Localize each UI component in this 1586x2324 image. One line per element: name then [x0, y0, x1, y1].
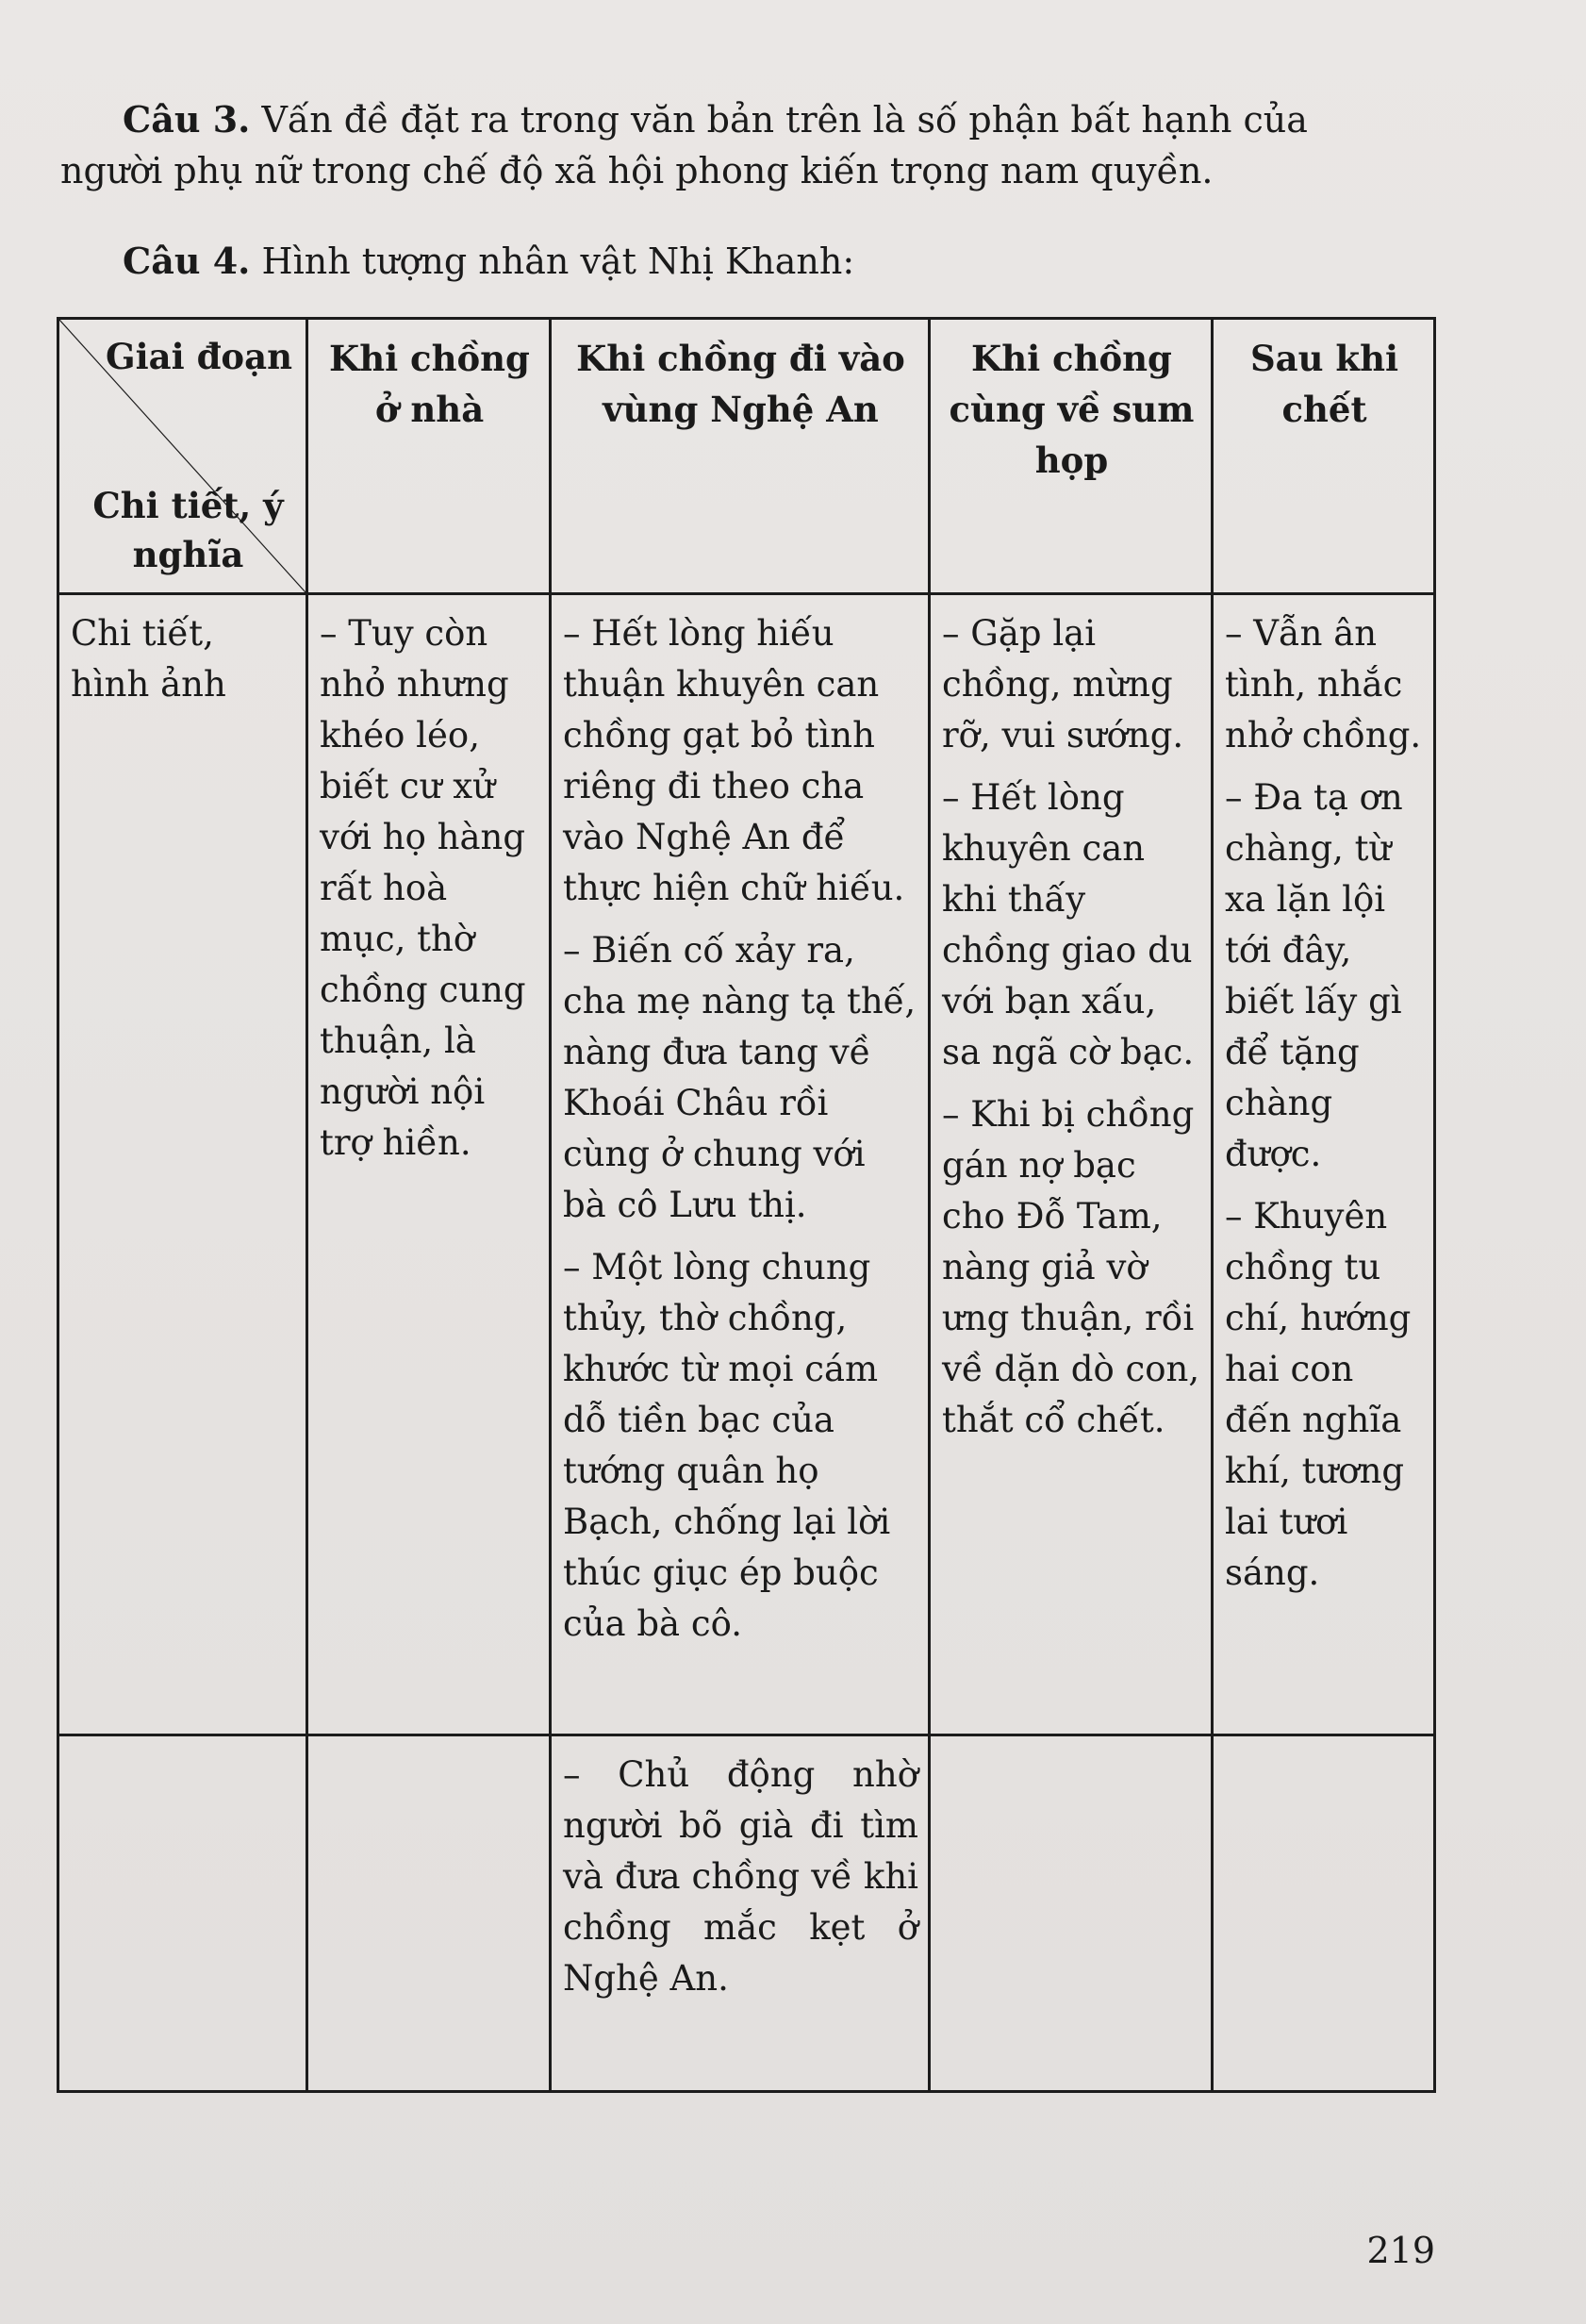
page-number: 219 — [1366, 2230, 1435, 2271]
question-4-text: Hình tượng nhân vật Nhị Khanh: — [250, 241, 855, 282]
cell-item: – Hết lòng khuyên can khi thấy chồng giao du với bạn xấu, sa ngã cờ bạc. — [942, 777, 1195, 1072]
table-cell — [1213, 594, 1435, 1735]
corner-bottom-label: Chi tiết, ý nghĩa — [92, 485, 284, 575]
question-3 — [60, 94, 1418, 196]
table-cell — [551, 594, 930, 1735]
cell-item: – Hết lòng hiếu thuận khuyên can chồng gạt bỏ tình riêng đi theo cha vào Nghệ An để thực hiện chữ hiếu. — [563, 613, 905, 908]
table-cell — [551, 1735, 930, 2092]
question-4-label: Câu 4. — [123, 240, 251, 282]
question-3-label: Câu 3. — [123, 98, 251, 141]
cell-item: – Biến cố xảy ra, cha mẹ nàng tạ thế, nàng đưa tang về Khoái Châu rồi cùng ở chung với bà cô Lưu thị. — [563, 930, 917, 1225]
table-cell — [930, 1735, 1213, 2092]
header-cell: Khi chồng cùng về sum họp — [930, 319, 1213, 594]
table-row — [58, 1735, 1435, 2092]
cell-item: – Khi bị chồng gán nợ bạc cho Đỗ Tam, nàng giả vờ ưng thuận, rồi về dặn dò con, thắt cổ chết. — [942, 1094, 1200, 1440]
table-cell — [58, 1735, 307, 2092]
cell-item: – Gặp lại chồng, mừng rỡ, vui sướng. — [942, 613, 1184, 755]
table-cell — [930, 594, 1213, 1735]
table-row — [58, 594, 1435, 1735]
table-header-row — [58, 319, 1435, 594]
cell-item: – Tuy còn nhỏ nhưng khéo léo, biết cư xử với họ hàng rất hoà mục, thờ chồng cung thuận, là người nội trợ hiền. — [320, 613, 526, 1163]
cell-item: – Vẫn ân tình, nhắc nhở chồng. — [1225, 613, 1422, 755]
header-cell: Sau khi chết — [1213, 319, 1435, 594]
question-4 — [60, 236, 1418, 287]
corner-top-label: Giai đoạn — [106, 336, 292, 377]
table-cell — [1213, 1735, 1435, 2092]
header-cell: Khi chồng ở nhà — [307, 319, 551, 594]
question-3-text: Vấn đề đặt ra trong văn bản trên là số phận bất hạnh của người phụ nữ trong chế độ xã hội phong kiến trọng nam quyền. — [60, 99, 1308, 191]
cell-item: – Một lòng chung thủy, thờ chồng, khước từ mọi cám dỗ tiền bạc của tướng quân họ Bạch, chống lại lời thúc giục ép buộc của bà cô. — [563, 1247, 891, 1644]
table-cell — [307, 594, 551, 1735]
corner-header-cell — [58, 319, 307, 594]
cell-item: – Khuyên chồng tu chí, hướng hai con đến nghĩa khí, tương lai tươi sáng. — [1225, 1196, 1412, 1593]
cell-item: – Chủ động nhờ người bõ già đi tìm và đưa chồng về khi chồng mắc kẹt ở Nghệ An. — [563, 1754, 918, 1999]
row-label-cell: Chi tiết, hình ảnh — [58, 594, 307, 1735]
header-cell: Khi chồng đi vào vùng Nghệ An — [551, 319, 930, 594]
character-table — [57, 317, 1436, 2093]
cell-item: – Đa tạ ơn chàng, từ xa lặn lội tới đây, biết lấy gì để tặng chàng được. — [1225, 777, 1403, 1174]
table-cell — [307, 1735, 551, 2092]
